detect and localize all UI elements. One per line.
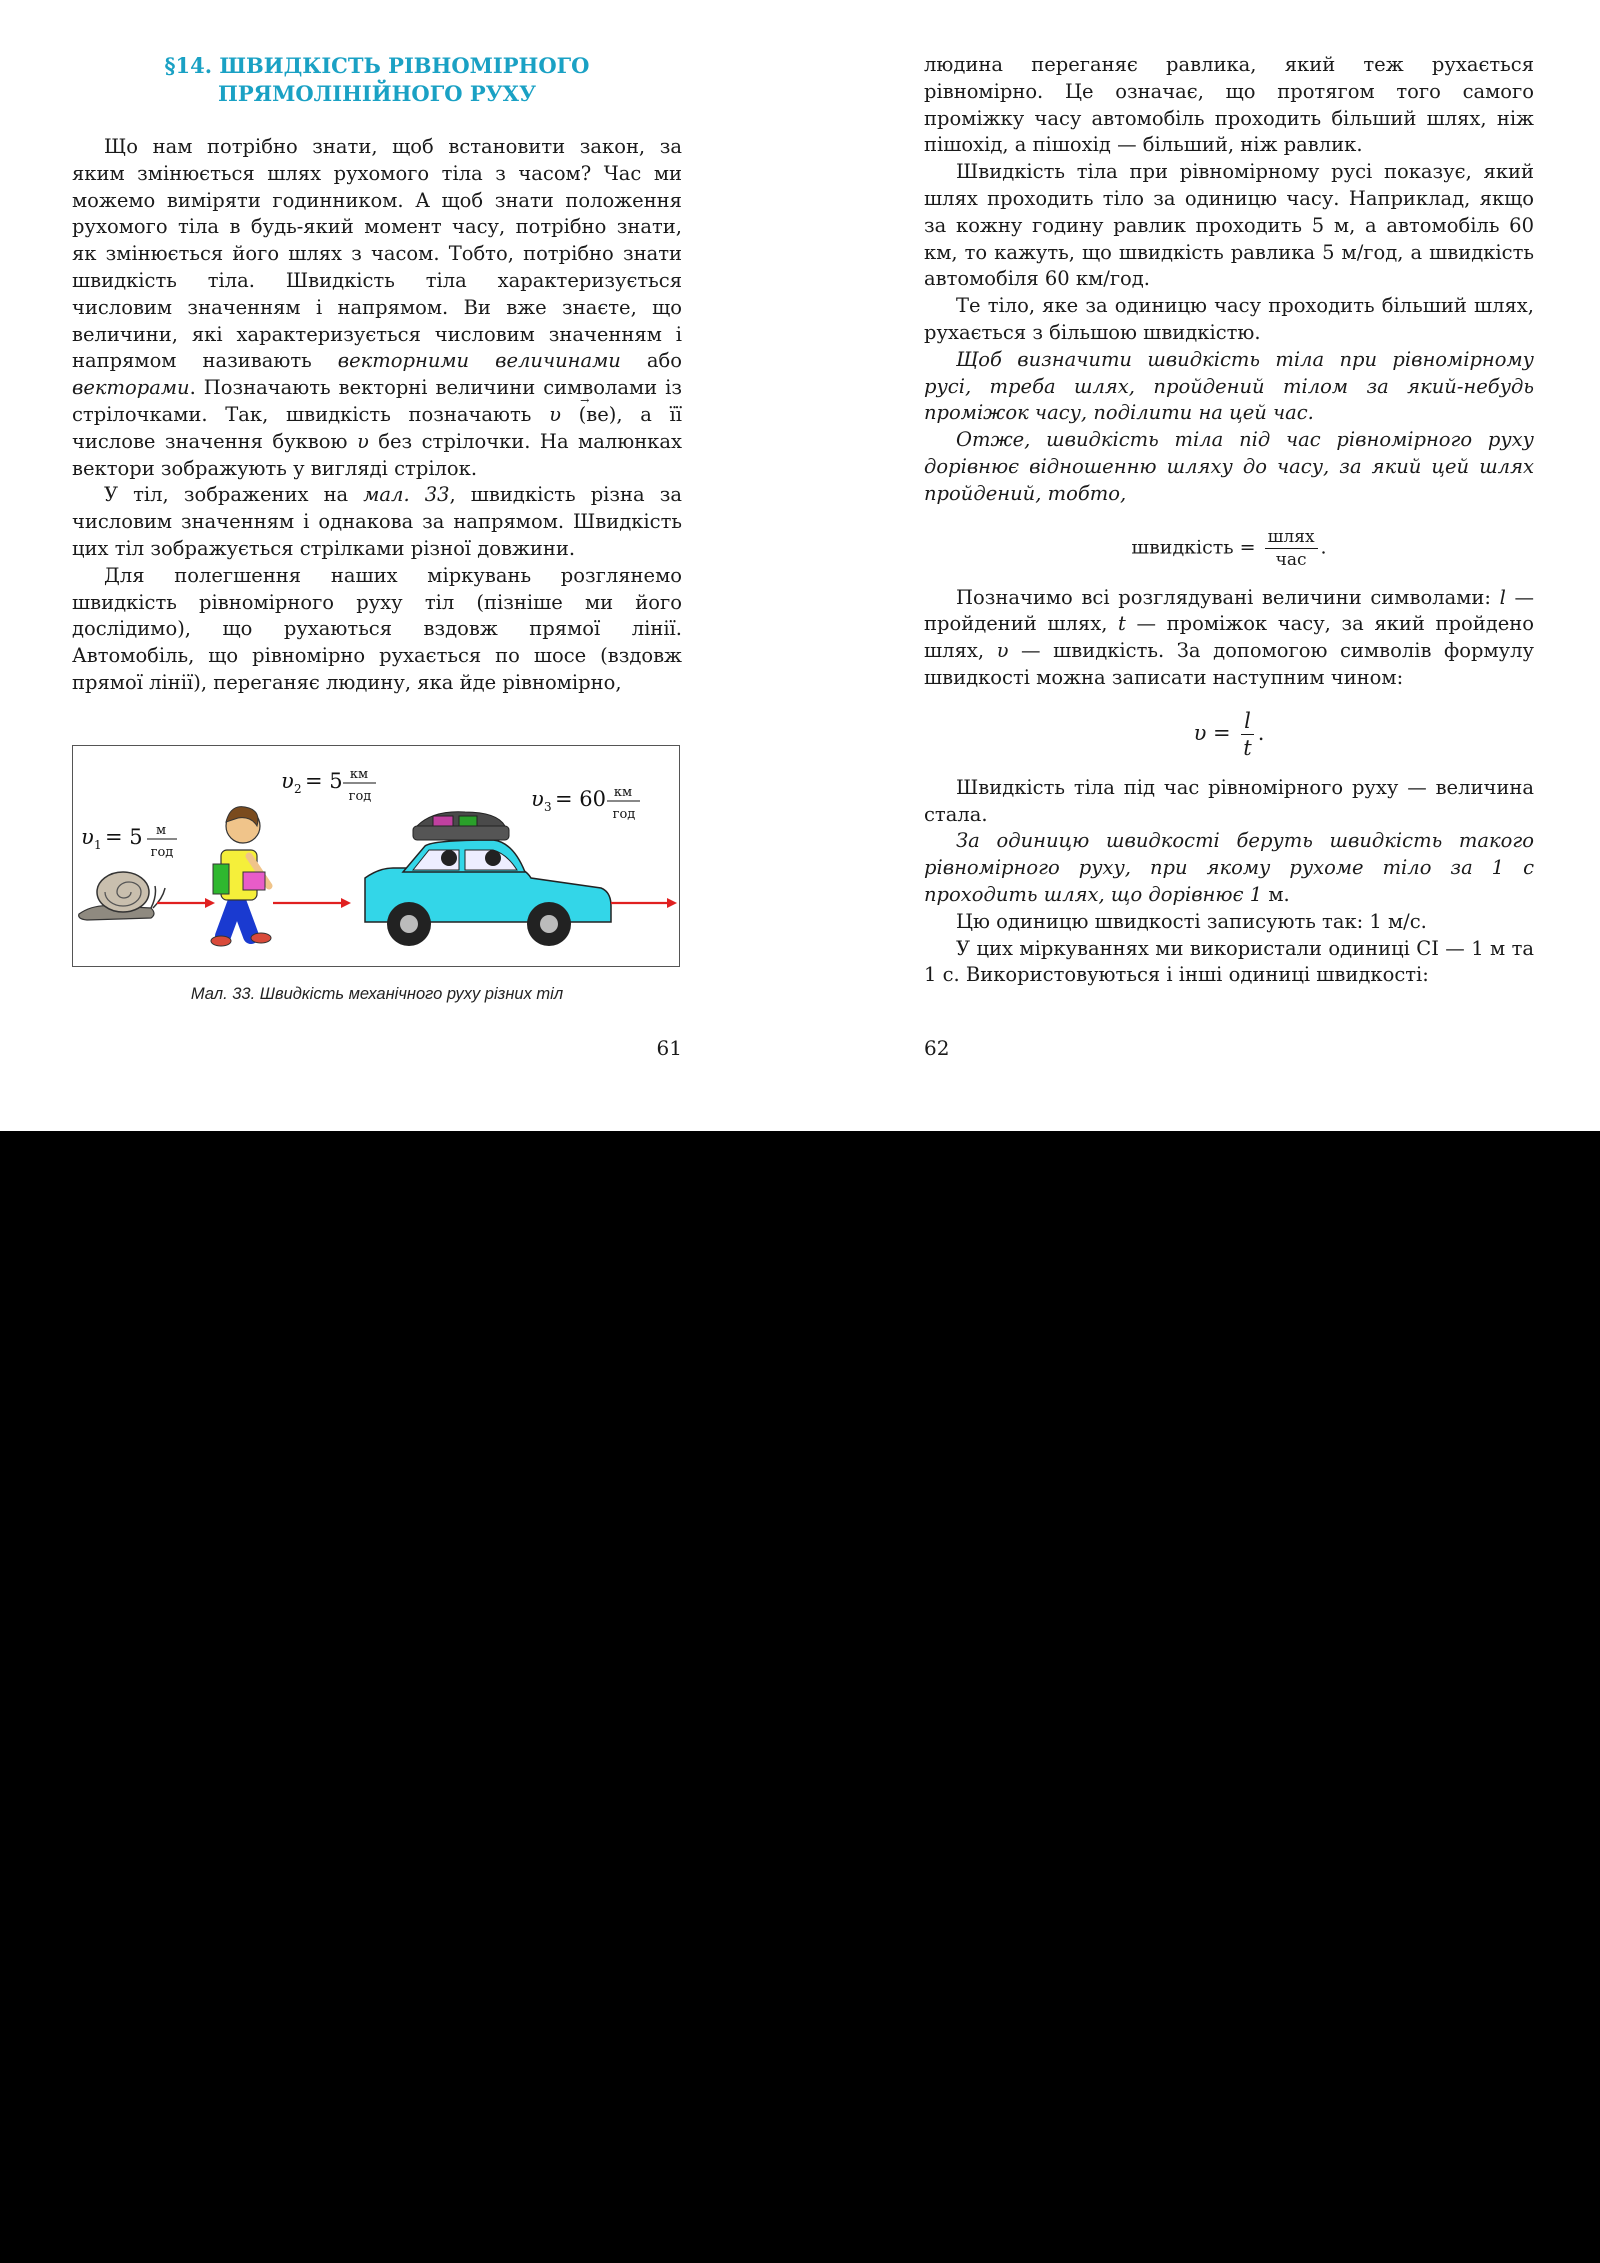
text: — швидкість. За допомогою символів формулу швидкості можна записати наступним чином:	[924, 639, 1535, 689]
paragraph-r3: Те тіло, яке за одиницю часу проходить більший шлях, рухається з більшою швидкістю.	[924, 294, 1534, 344]
section-title-line1: §14. ШВИДКІСТЬ РІВНОМІРНОГО	[164, 53, 590, 78]
symbol-t: t	[1118, 612, 1126, 636]
paragraph-r5	[924, 427, 1534, 507]
left-page	[72, 0, 682, 1060]
page-number-right: 62	[924, 1036, 950, 1060]
text: без стрілочки. На малюнках вектори зображують у вигляді стрілок.	[72, 429, 682, 480]
formula-period: .	[1257, 720, 1265, 745]
page-number-left: 61	[656, 1036, 682, 1060]
figure-33	[72, 745, 680, 967]
paragraph-2	[72, 482, 682, 562]
label-v3-symbol: υ	[531, 787, 544, 811]
text: У тіл, зображених на	[104, 483, 364, 507]
text: — проміжок часу, за який пройдено шлях,	[924, 612, 1534, 663]
label-v3-subscript: 3	[544, 800, 552, 814]
paragraph-r9: Цю одиницю швидкості записують так: 1 м/с.	[956, 909, 1427, 933]
right-page	[924, 0, 1535, 1060]
label-v1-value: = 5	[105, 825, 143, 849]
velocity-labels	[81, 767, 640, 860]
label-v3-unit-num: км	[613, 785, 633, 800]
formula-fraction	[1240, 708, 1254, 761]
symbol-v: υ	[996, 639, 1009, 663]
label-v2-symbol: υ	[281, 769, 294, 793]
text: м.	[1262, 882, 1290, 906]
italic-term: векторними величинами	[337, 349, 621, 373]
snail-image	[79, 872, 165, 920]
text: — пройдений шлях,	[924, 585, 1534, 636]
section-title-line2: ПРЯМОЛІНІЙНОГО РУХУ	[218, 81, 536, 106]
formula-speed-symbols	[924, 708, 1534, 761]
formula-speed-words	[924, 526, 1534, 571]
book-spread	[0, 0, 1600, 1131]
label-v2	[281, 767, 376, 804]
italic-rule: Щоб визначити швидкість тіла при рівномірному русі, треба шлях, пройдений тілом за який-небудь проміжок часу, поділити на цей час.	[924, 347, 1534, 425]
label-v3-unit-den: год	[612, 807, 636, 822]
paragraph-3: Для полегшення наших міркувань розглянемо швидкість рівномірного руху тіл (пізніше ми його дослідимо), що рухаються вздовж прямої лінії. Автомобіль, що рівномірно рухається по шосе (вздовж прямої лінії), переганяє людину, яка йде рівномірно,	[72, 563, 682, 694]
label-v1-unit-den: год	[150, 845, 174, 860]
label-v2-unit-num: км	[349, 767, 369, 782]
formula-period: .	[1320, 536, 1327, 559]
formula-denominator: t	[1243, 735, 1252, 760]
formula-numerator: шлях	[1265, 526, 1318, 549]
label-v1	[81, 823, 177, 860]
paragraph-r4	[924, 347, 1534, 427]
formula-numerator: l	[1241, 708, 1254, 735]
label-v3	[531, 785, 640, 822]
text: (ве), а її числове значення буквою	[72, 402, 682, 453]
symbol-l: l	[1499, 585, 1506, 609]
formula-lhs: швидкість =	[1131, 536, 1256, 559]
velocity-vector-symbol: → υ	[549, 403, 561, 426]
paragraph-r1: людина переганяє равлика, який теж рухається рівномірно. Це означає, що протягом того самого проміжку часу автомобіль проходить більший шлях, ніж пішохід, а пішохід — більший, ніж равлик.	[924, 53, 1534, 157]
figure-caption: Мал. 33. Швидкість механічного руху різних тіл	[190, 985, 564, 1003]
figure-illustration	[73, 746, 679, 966]
arrow-head-icon	[667, 898, 677, 908]
text: , швидкість різна за числовим значенням і однакова за напрямом. Швидкість цих тіл зображується стрілками різної довжини.	[72, 483, 682, 560]
velocity-symbol: υ	[356, 429, 369, 453]
car-image	[365, 812, 611, 946]
text: або	[620, 349, 682, 373]
paragraph-r8	[924, 828, 1534, 908]
paragraph-r7: Швидкість тіла під час рівномірного руху — величина стала.	[924, 775, 1534, 826]
arrow-head-icon	[341, 898, 351, 908]
paragraph-r10: У цих міркуваннях ми використали одиниці СІ — 1 м та 1 с. Використовуються і інші одиниці швидкості:	[924, 936, 1534, 987]
figure-reference: мал. 33	[363, 483, 450, 507]
label-v2-subscript: 2	[294, 782, 302, 796]
text: . Позначають векторні величини символами із стрілочками. Так, швидкість позначають	[72, 376, 682, 426]
formula-lhs: υ =	[1193, 720, 1231, 745]
paragraph-1	[72, 134, 682, 482]
formula-denominator: час	[1275, 549, 1307, 570]
text: Що нам потрібно знати, щоб встановити закон, за яким змінюється шлях рухомого тіла з часом? Час ми можемо виміряти годинником. А щоб знати положення рухомого тіла в будь-який момент часу, потрібно знати, як змінюється його шлях з часом. Тобто, потрібно знати швидкість тіла. Швидкість тіла характеризується числовим значенням і напрямом. Ви вже знаєте, що величини, які характеризується числовим значенням і напрямом називають	[72, 135, 682, 373]
italic-rule: За одиницю швидкості беруть швидкість такого рівномірного руху, при якому рухоме тіло за 1 с проходить шлях, що дорівнює	[924, 829, 1534, 906]
italic-rule: Отже, швидкість тіла під час рівномірного руху дорівнює відношенню шляху до часу, за який цей шлях пройдений, тобто,	[924, 428, 1534, 505]
walking-man-image	[211, 807, 271, 946]
text: Позначимо всі розглядувані величини символами:	[956, 585, 1500, 609]
label-v2-value: = 5	[305, 769, 343, 793]
label-v1-symbol: υ	[81, 825, 94, 849]
label-v1-unit-num: м	[155, 823, 167, 838]
paragraph-r2: Швидкість тіла при рівномірному русі показує, який шлях проходить тіло за одиницю часу. Наприклад, якщо за кожну годину равлик проходить 5 м, а автомобіль 60 км, то кажуть, що швидкість равлика 5 м/год, а швидкість автомобіля 60 км/год.	[924, 160, 1534, 291]
formula-fraction	[1265, 526, 1318, 571]
italic-term: векторами	[72, 376, 190, 400]
label-v3-value: = 60	[555, 787, 606, 811]
section-title	[72, 52, 682, 108]
label-v2-unit-den: год	[348, 789, 372, 804]
label-v1-subscript: 1	[94, 838, 102, 852]
paragraph-r6	[924, 585, 1534, 692]
italic-number: 1	[1249, 882, 1263, 906]
arrow-head-icon	[205, 898, 215, 908]
